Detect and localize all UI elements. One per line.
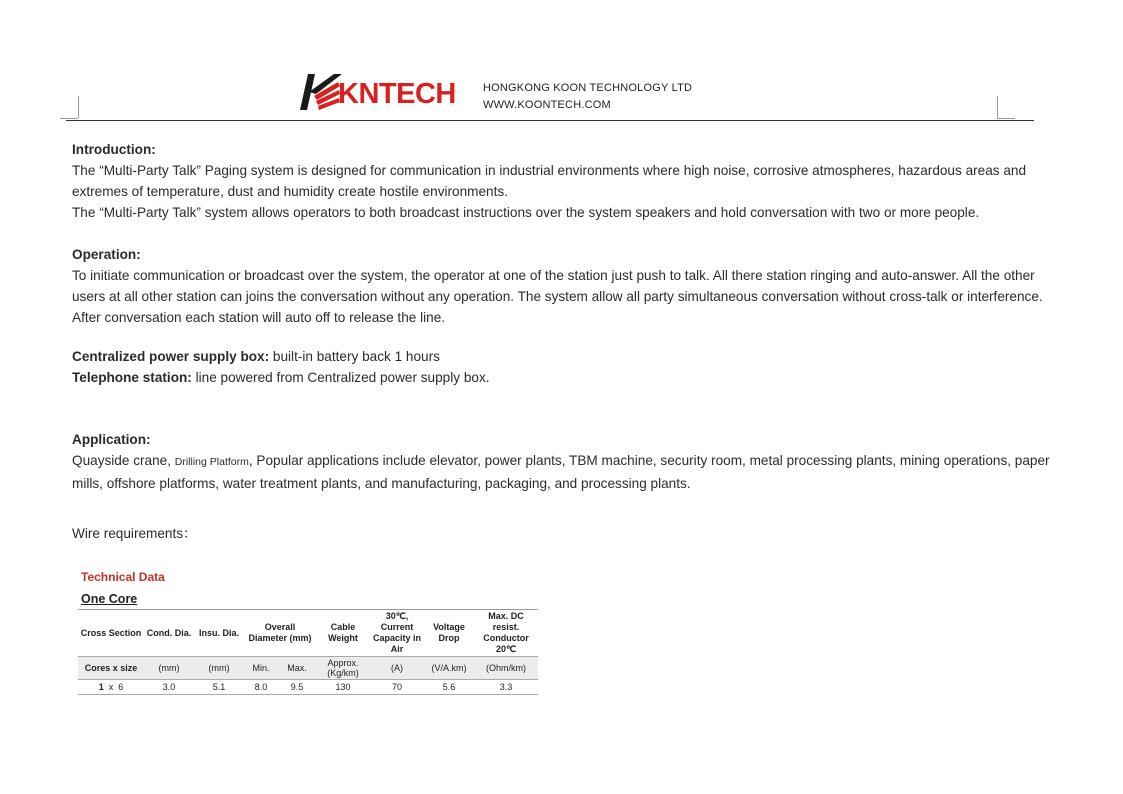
application-text-b: , Popular applications include elevator, power plants, TBM machine, security room, metal processing plants, mining operations, paper mills, offshore platforms, water treatment plants, and manufacturing, packaging, and processing plants.: [72, 453, 1050, 491]
application-text-small: Drilling Platform: [174, 456, 249, 468]
power-label-2: Telephone station:: [72, 370, 192, 385]
unit-voltage: (V/A.km): [424, 657, 474, 680]
unit-insu: (mm): [194, 657, 244, 680]
cell-dc: 3.3: [474, 680, 538, 695]
application-heading: Application:: [72, 432, 151, 447]
cell-cond: 3.0: [144, 680, 194, 695]
unit-min: Min.: [244, 657, 278, 680]
unit-cond: (mm): [144, 657, 194, 680]
cell-insu: 5.1: [194, 680, 244, 695]
logo-text: KNTECH: [338, 78, 456, 110]
col-insu-dia: Insu. Dia.: [194, 610, 244, 657]
introduction-para-2: The “Multi-Party Talk” system allows operators to both broadcast instructions over the system speakers and hold conversation with two or more people.: [72, 205, 980, 220]
units-row: [78, 657, 538, 680]
wire-requirements: Wire requirements：: [72, 526, 197, 541]
unit-cores: Cores x size: [78, 657, 144, 680]
header-rule: [66, 120, 1034, 121]
unit-weight: Approx. (Kg/km): [316, 657, 370, 680]
application-text-a: Quayside crane,: [72, 453, 175, 468]
corner-mark-right-h: [997, 118, 1015, 119]
cell-voltage: 5.6: [424, 680, 474, 695]
col-overall-diameter: Overall Diameter (mm): [244, 610, 316, 657]
company-website: WWW.KOONTECH.COM: [483, 99, 611, 111]
col-dc-resist: Max. DC resist. Conductor 20℃: [474, 610, 538, 657]
technical-data-title: Technical Data: [81, 570, 165, 584]
col-current-capacity: 30℃, Current Capacity in Air: [370, 610, 424, 657]
introduction-heading: Introduction:: [72, 142, 156, 157]
unit-dc: (Ohm/km): [474, 657, 538, 680]
table-row: [78, 680, 538, 695]
cell-size: 6: [118, 682, 124, 692]
introduction-section: [72, 139, 1062, 223]
col-voltage-drop: Voltage Drop: [424, 610, 474, 657]
corner-mark-left-h: [60, 118, 78, 119]
kntech-logo: [298, 72, 456, 112]
cell-min: 8.0: [244, 680, 278, 695]
one-core-subtitle: One Core: [81, 592, 138, 606]
unit-current: (A): [370, 657, 424, 680]
company-name: HONGKONG KOON TECHNOLOGY LTD: [483, 82, 693, 94]
operation-heading: Operation:: [72, 247, 141, 262]
introduction-para-1: The “Multi-Party Talk” Paging system is designed for communication in industrial environments where high noise, corrosive atmospheres, hazardous areas and extremes of temperature, dust and humidity create hostile environments.: [72, 163, 1027, 199]
power-section: [72, 346, 1062, 388]
cell-times: x: [108, 682, 114, 692]
cell-weight: 130: [316, 680, 370, 695]
operation-section: [72, 244, 1062, 328]
cell-cores: 1: [98, 682, 104, 692]
power-value-1: built-in battery back 1 hours: [269, 349, 440, 364]
cable-spec-table: [78, 609, 538, 695]
cell-cores-size: [78, 680, 144, 695]
power-value-2: line powered from Centralized power supply box.: [191, 370, 490, 385]
cell-max: 9.5: [278, 680, 316, 695]
power-label-1: Centralized power supply box:: [72, 349, 270, 364]
power-line-2: [72, 367, 1062, 388]
corner-mark-right: [997, 96, 998, 118]
unit-max: Max.: [278, 657, 316, 680]
operation-text: To initiate communication or broadcast over the system, the operator at one of the station just push to talk. All there station ringing and auto-answer. All the other users at all other station can joins the conversation without any operation. The system allow all party simultaneous conversation without cross-talk or interference. After conversation each station will auto off to release the line.: [72, 268, 1043, 325]
col-cable-weight: Cable Weight: [316, 610, 370, 657]
application-section: [72, 429, 1062, 494]
cell-current: 70: [370, 680, 424, 695]
corner-mark-left: [78, 96, 79, 118]
power-line-1: [72, 346, 1062, 367]
application-text: [72, 450, 1062, 494]
col-cond-dia: Cond. Dia.: [144, 610, 194, 657]
logo-mark-icon: [298, 72, 342, 112]
company-info: [483, 80, 692, 114]
col-cross-section: Cross Section: [78, 610, 144, 657]
